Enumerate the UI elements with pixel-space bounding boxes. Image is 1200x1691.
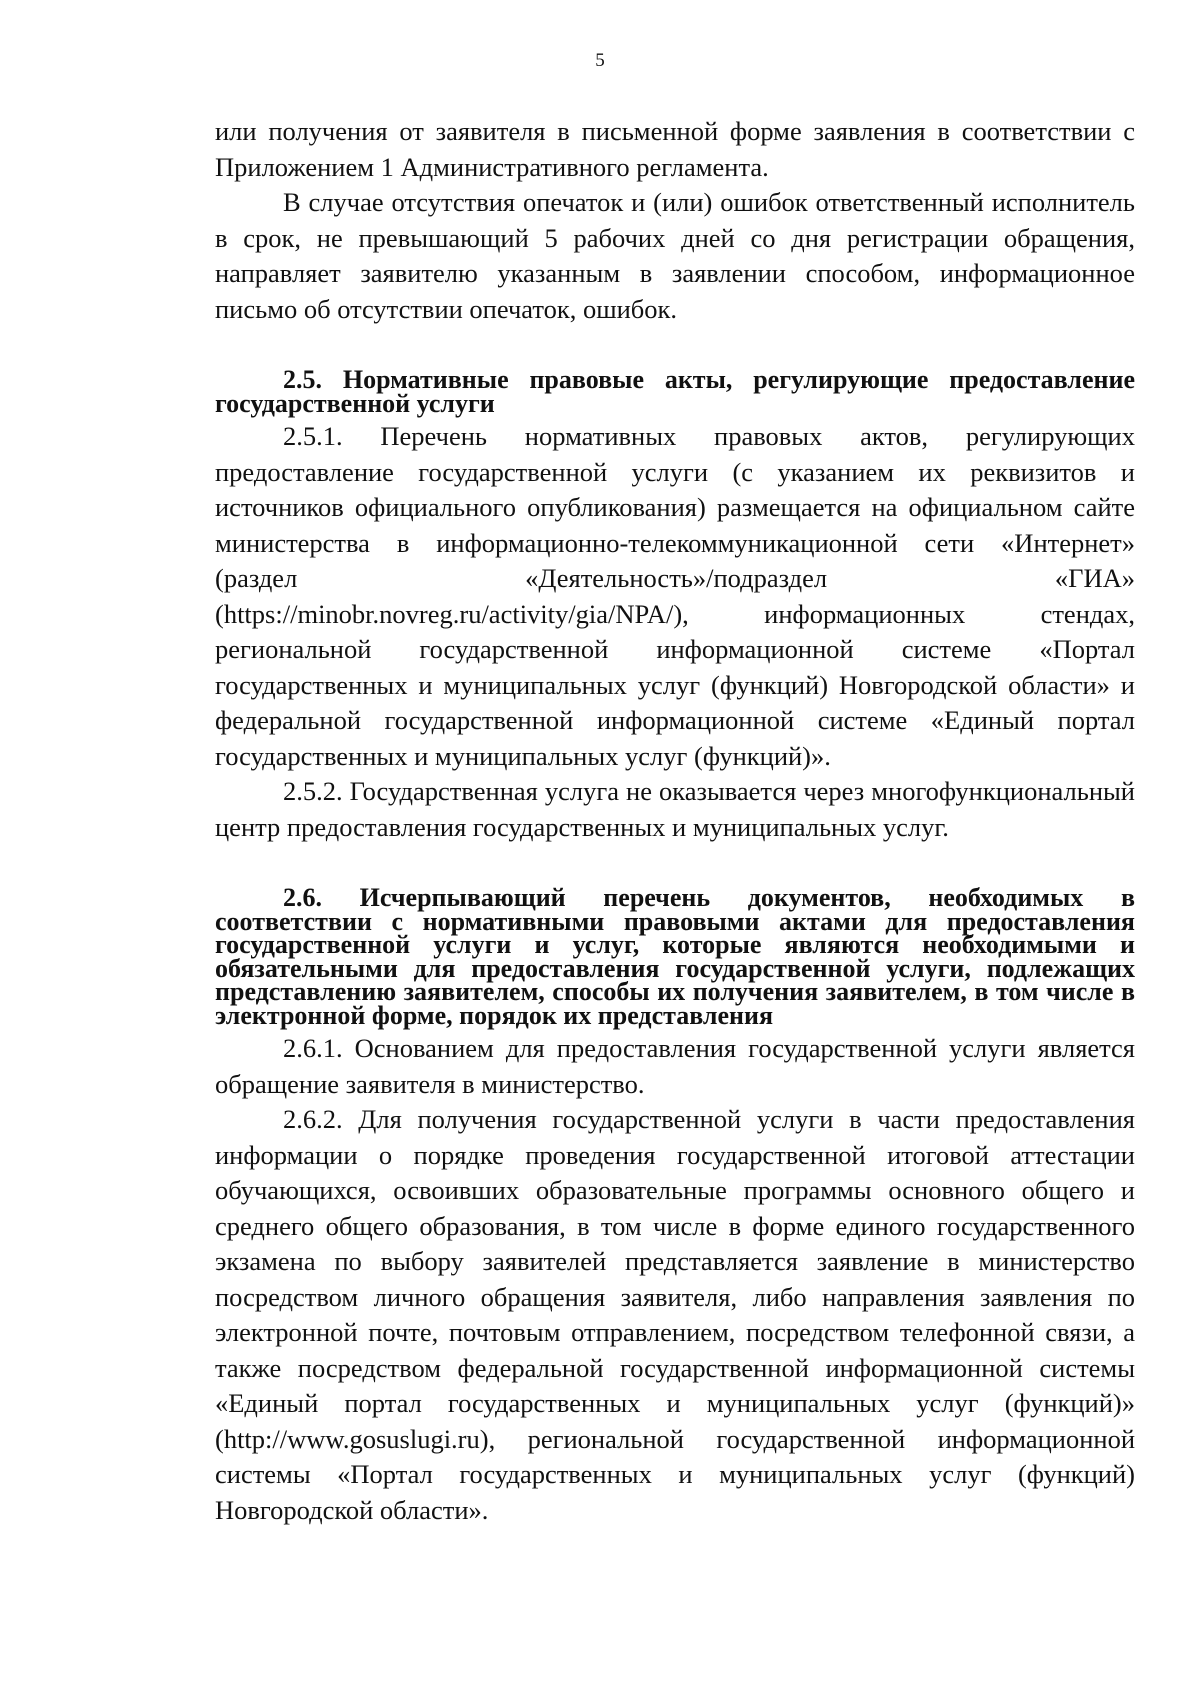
section-heading-2-5: 2.5. Нормативные правовые акты, регулирующие предоставление государственной услуги [215, 365, 1135, 418]
paragraph-2-5-1: 2.5.1. Перечень нормативных правовых актов, регулирующих предоставление государственной услуги (с указанием их реквизитов и источников официального опубликования) размещается на официальном сайте министерства в информационно-телекоммуникационной сети «Интернет» (раздел «Деятельность»/подраздел «ГИА» (https://minobr.novreg.ru/activity/gia/NPA/), информационных стендах, региональной государственной информационной системе «Портал государственных и муниципальных услуг (функций) Новгородской области» и федеральной государственной информационной системе «Единый портал государственных и муниципальных услуг (функций)». [215, 421, 1135, 771]
section-heading-2-6: 2.6. Исчерпывающий перечень документов, необходимых в соответствии с нормативными правовыми актами для предоставления государственной услуги и услуг, которые являются необходимыми и обязательными для предоставления государственной услуги, подлежащих представлению заявителем, способы их получения заявителем, в том числе в электронной форме, порядок их представления [215, 883, 1135, 1030]
section-spacer [215, 845, 1135, 880]
paragraph-2-6-2: 2.6.2. Для получения государственной услуги в части предоставления информации о порядке проведения государственной итоговой аттестации обучающихся, освоивших образовательные программы основного общего и среднего общего образования, в том числе в форме единого государственного экзамена по выбору заявителей представляется заявление в министерство посредством личного обращения заявителя, либо направления заявления по электронной почте, почтовым отправлением, посредством телефонной связи, а также посредством федеральной государственной информационной системы «Единый портал государственных и муниципальных услуг (функций)» (http://www.gosuslugi.ru), региональной государственной информационной системы «Портал государственных и муниципальных услуг (функций) Новгородской области». [215, 1104, 1135, 1525]
page-number: 5 [595, 50, 605, 71]
paragraph-2-5-2: 2.5.2. Государственная услуга не оказывается через многофункциональный центр предоставления государственных и муниципальных услуг. [215, 776, 1135, 842]
paragraph-2-6-1: 2.6.1. Основанием для предоставления государственной услуги является обращение заявителя в министерство. [215, 1033, 1135, 1099]
section-spacer [215, 327, 1135, 362]
paragraph-continuation: или получения от заявителя в письменной форме заявления в соответствии с Приложением 1 Административного регламента. [215, 116, 1135, 182]
paragraph-no-errors: В случае отсутствия опечаток и (или) ошибок ответственный исполнитель в срок, не превышающий 5 рабочих дней со дня регистрации обращения, направляет заявителю указанным в заявлении способом, информационное письмо об отсутствии опечаток, ошибок. [215, 187, 1135, 324]
document-body [215, 114, 1135, 1528]
